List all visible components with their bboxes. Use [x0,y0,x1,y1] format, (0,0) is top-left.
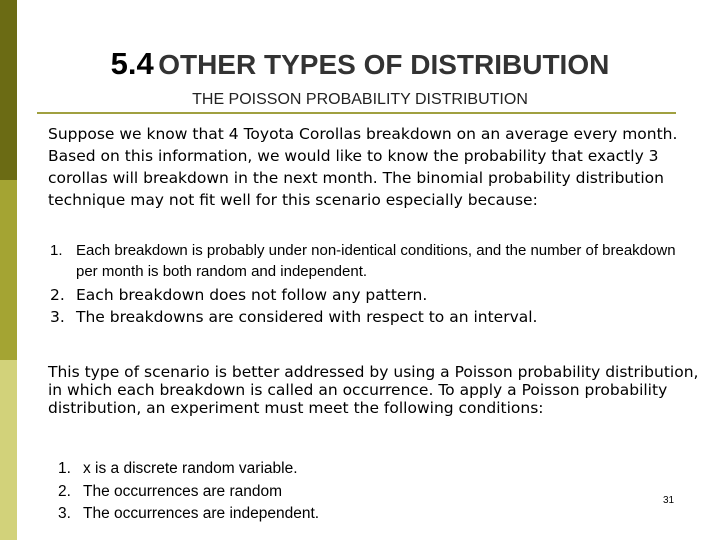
list-item [58,458,458,481]
list-item [48,240,698,282]
slide-title [0,46,720,82]
list-item [48,306,698,328]
list-item-number: 3. [50,308,65,326]
page-number: 31 [663,495,675,506]
reasons-list [48,240,698,328]
slide-subtitle: THE POISSON PROBABILITY DISTRIBUTION [192,91,528,108]
sidebar-band-mid [0,180,17,360]
list-item [58,503,458,526]
list-item-text: The occurrences are random [83,482,283,500]
list-item-number: 2. [50,286,65,304]
list-item [48,284,698,306]
list-item-text: Each breakdown does not follow any pattern. [76,286,428,304]
sidebar-band-dark [0,0,17,180]
sidebar-band-light [0,360,17,540]
title-number: 5.4 [110,46,154,81]
conditions-list [58,458,458,526]
title-text: OTHER TYPES OF DISTRIBUTION [158,49,610,80]
list-item-number: 1. [50,242,63,259]
poisson-paragraph: This type of scenario is better addressed by using a Poisson probability distribution, in which each breakdown is called an occurrence. To apply a Poisson probability distribution, an experiment must meet the following conditions: [48,363,699,417]
list-item-number: 1. [58,460,71,477]
list-item-number: 3. [58,505,71,522]
list-item-text: x is a discrete random variable. [83,460,298,477]
list-item-text: The breakdowns are considered with respect to an interval. [76,308,538,326]
list-item [58,481,458,504]
list-item-number: 2. [58,482,71,500]
list-item-text: The occurrences are independent. [83,505,320,522]
list-item-text: Each breakdown is probably under non-identical conditions, and the number of breakdown per month is both random and independent. [76,242,676,280]
title-divider [37,112,676,114]
intro-paragraph: Suppose we know that 4 Toyota Corollas breakdown on an average every month. Based on this information, we would like to know the probability that exactly 3 corollas will breakdown in the next month. The binomial probability distribution technique may not fit well for this scenario especially because: [48,125,678,209]
